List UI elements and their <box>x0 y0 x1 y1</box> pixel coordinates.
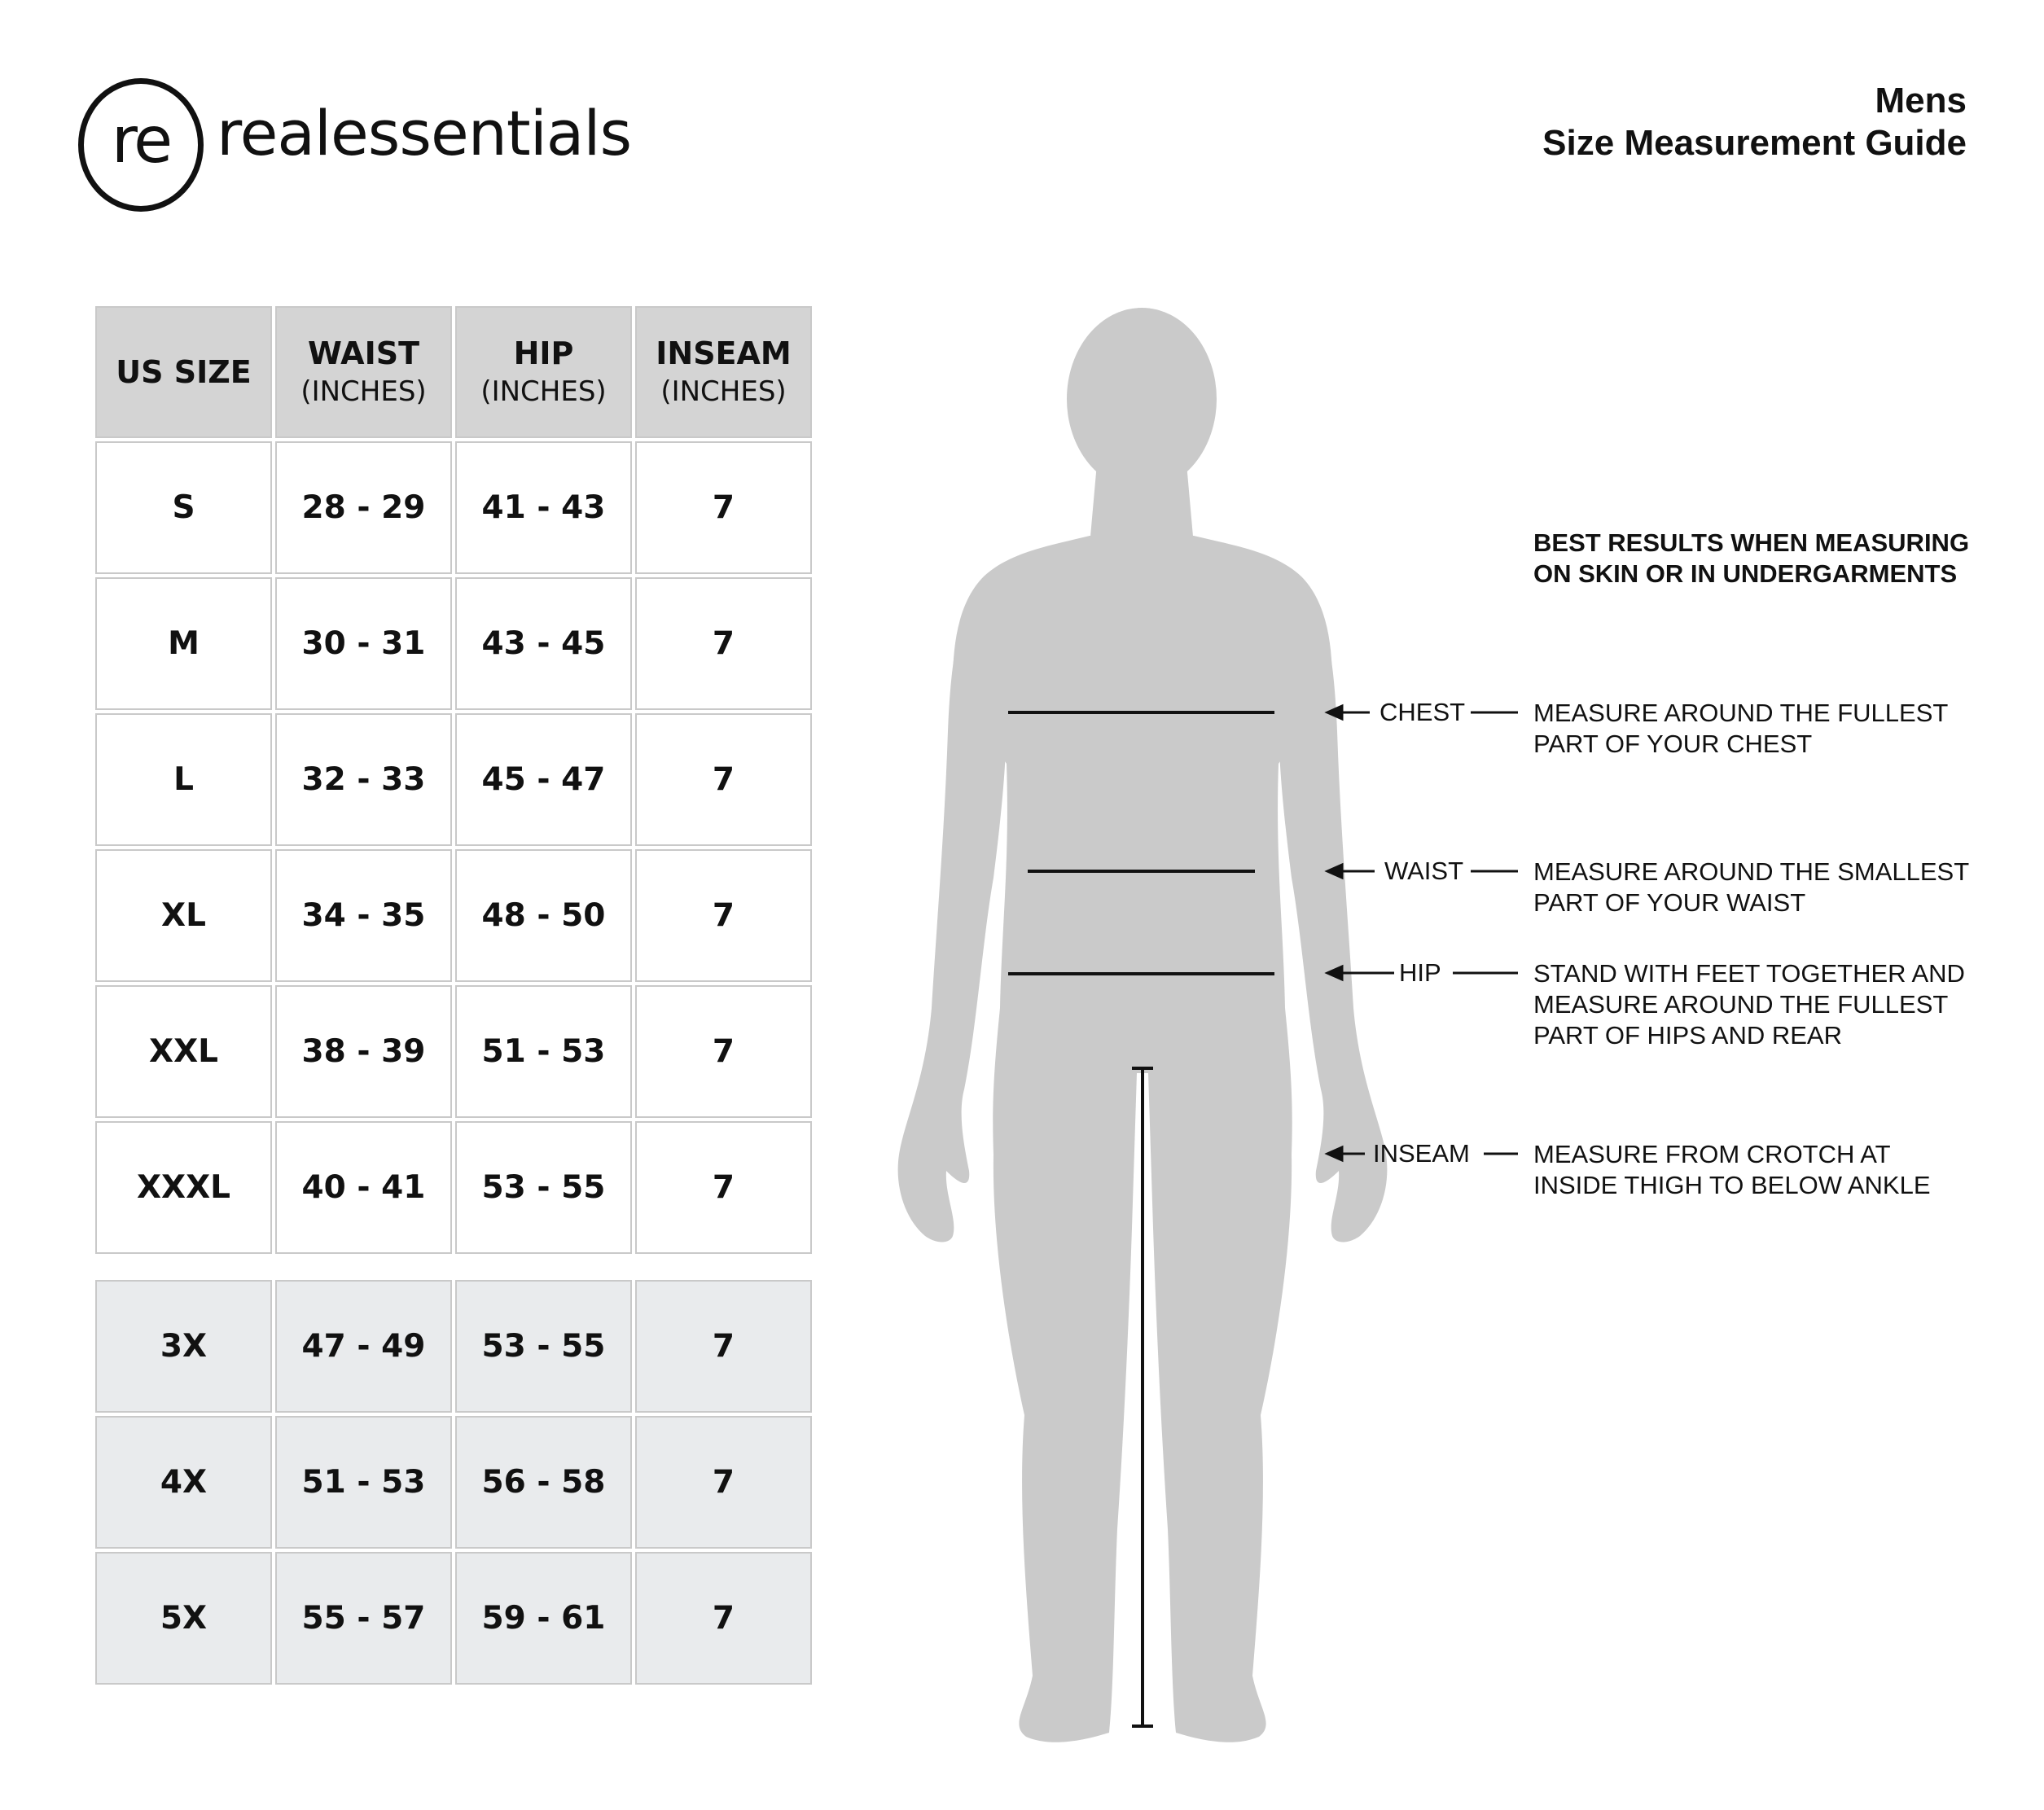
chest-label: CHEST <box>1379 698 1466 726</box>
logo-mark: re <box>78 78 204 212</box>
cell-size: XXXL <box>95 1121 272 1254</box>
header-us-size: US SIZE <box>95 306 272 438</box>
cell-inseam: 7 <box>635 985 812 1118</box>
cell-size: 5X <box>95 1552 272 1685</box>
cell-waist: 32 - 33 <box>275 713 452 846</box>
waist-label: WAIST <box>1384 857 1464 885</box>
cell-hip: 43 - 45 <box>455 577 632 710</box>
cell-waist: 55 - 57 <box>275 1552 452 1685</box>
cell-hip: 53 - 55 <box>455 1121 632 1254</box>
cell-inseam: 7 <box>635 1121 812 1254</box>
cell-waist: 47 - 49 <box>275 1280 452 1413</box>
measuring-note: BEST RESULTS WHEN MEASURING ON SKIN OR IN UNDERGARMENTS <box>1533 528 1970 588</box>
header-waist: WAIST (INCHES) <box>275 306 452 438</box>
waist-instructions: MEASURE AROUND THE SMALLEST PART OF YOUR WAIST <box>1533 857 1970 917</box>
header-inseam: INSEAM (INCHES) <box>635 306 812 438</box>
header-hip: HIP (INCHES) <box>455 306 632 438</box>
cell-inseam: 7 <box>635 1552 812 1685</box>
cell-hip: 53 - 55 <box>455 1280 632 1413</box>
cell-waist: 38 - 39 <box>275 985 452 1118</box>
cell-hip: 45 - 47 <box>455 713 632 846</box>
cell-hip: 41 - 43 <box>455 441 632 574</box>
cell-hip: 48 - 50 <box>455 849 632 982</box>
title-line-2: Size Measurement Guide <box>1542 123 1967 163</box>
cell-size: XL <box>95 849 272 982</box>
cell-size: M <box>95 577 272 710</box>
cell-size: S <box>95 441 272 574</box>
cell-size: 3X <box>95 1280 272 1413</box>
cell-inseam: 7 <box>635 1416 812 1549</box>
cell-waist: 40 - 41 <box>275 1121 452 1254</box>
cell-hip: 59 - 61 <box>455 1552 632 1685</box>
hip-label: HIP <box>1399 958 1441 987</box>
logo-wordmark: realessentials <box>217 97 632 169</box>
hip-instructions: STAND WITH FEET TOGETHER AND MEASURE AROUND THE FULLEST PART OF HIPS AND REAR <box>1533 959 1965 1050</box>
cell-size: 4X <box>95 1416 272 1549</box>
cell-size: XXL <box>95 985 272 1118</box>
cell-hip: 51 - 53 <box>455 985 632 1118</box>
cell-hip: 56 - 58 <box>455 1416 632 1549</box>
cell-inseam: 7 <box>635 713 812 846</box>
cell-inseam: 7 <box>635 577 812 710</box>
cell-size: L <box>95 713 272 846</box>
cell-waist: 51 - 53 <box>275 1416 452 1549</box>
cell-inseam: 7 <box>635 849 812 982</box>
cell-inseam: 7 <box>635 441 812 574</box>
inseam-label: INSEAM <box>1373 1139 1470 1168</box>
inseam-instructions: MEASURE FROM CROTCH AT INSIDE THIGH TO BELOW ANKLE <box>1533 1140 1931 1199</box>
chest-instructions: MEASURE AROUND THE FULLEST PART OF YOUR CHEST <box>1533 699 1949 758</box>
title-line-1: Mens <box>1875 81 1967 121</box>
cell-waist: 34 - 35 <box>275 849 452 982</box>
cell-waist: 30 - 31 <box>275 577 452 710</box>
cell-inseam: 7 <box>635 1280 812 1413</box>
cell-waist: 28 - 29 <box>275 441 452 574</box>
